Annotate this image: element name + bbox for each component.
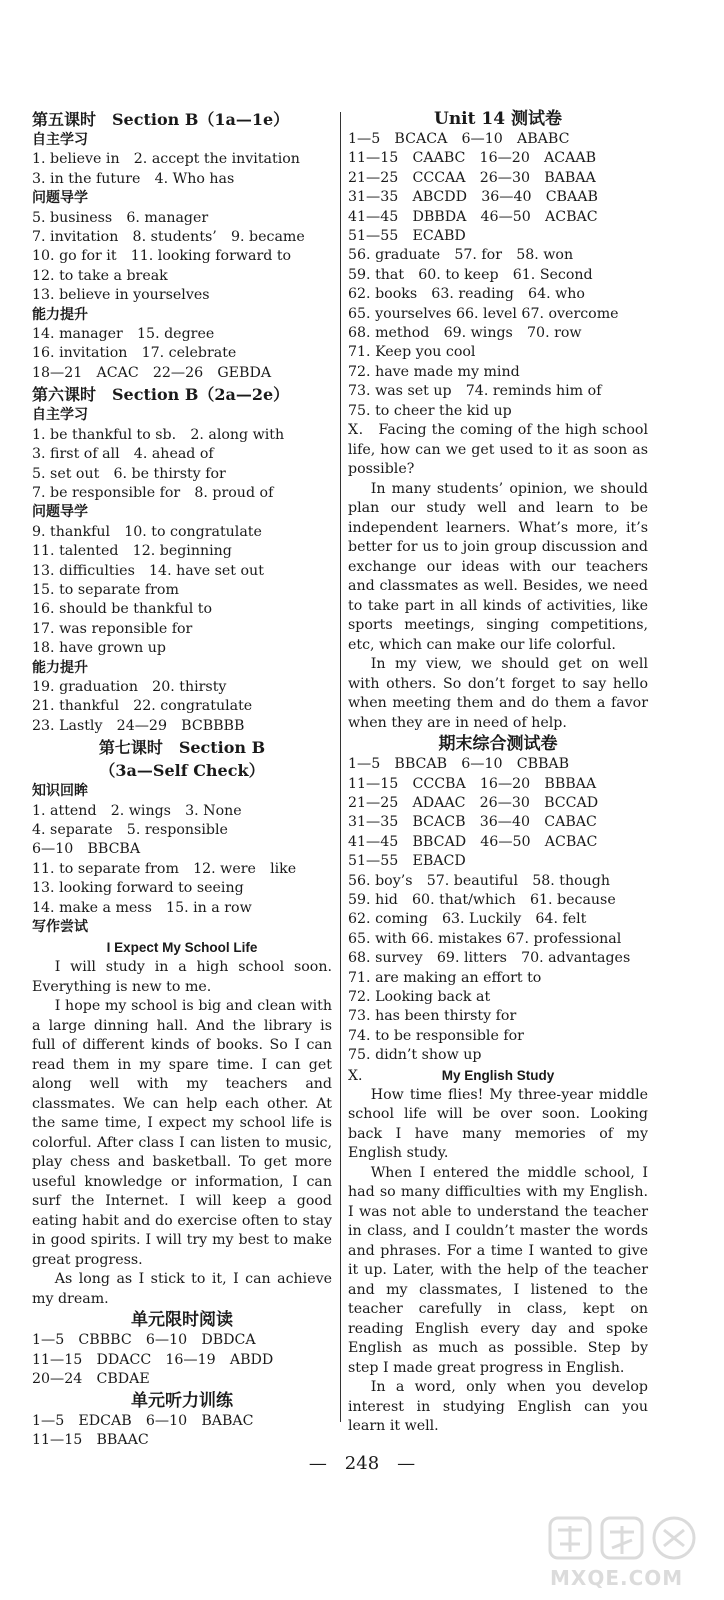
answer-line: 75. didn’t show up [348, 1047, 482, 1064]
left-column [32, 108, 332, 1450]
answer-line: 1—5 BCACA 6—10 ABABC [348, 131, 570, 147]
answer-line: 14. manager 15. degree [32, 326, 215, 343]
lesson-7-subtitle: （3a—Self Check） [99, 761, 265, 781]
answer-line: 12. to take a break [32, 267, 168, 284]
answer-line: 1—5 BBCAB 6—10 CBBAB [348, 756, 570, 773]
answer-line: 59. that 60. to keep 61. Second [348, 266, 593, 283]
answer-line: 21. thankful 22. congratulate [32, 698, 253, 715]
answer-line: 56. graduate 57. for 58. won [348, 247, 574, 264]
section-heading: 知识回眸 [32, 783, 88, 800]
answer-line: 4. separate 5. responsible [32, 822, 228, 838]
section-heading: 能力提升 [32, 306, 88, 323]
answer-line: 1—5 EDCAB 6—10 BABAC [32, 1412, 254, 1429]
listening-title: 单元听力训练 [131, 1390, 233, 1411]
essay-paragraph: As long as I stick to it, I can achieve my dream. [32, 1271, 332, 1307]
answer-line: 41—45 BBCAD 46—50 ACBAC [348, 833, 598, 850]
answer-line: 73. has been thirsty for [348, 1008, 517, 1025]
essay-paragraph: In a word, only when you develop interest in studying English can you learn it well. [348, 1379, 648, 1435]
answer-line: 68. method 69. wings 70. row [348, 325, 582, 342]
answer-line: 16. invitation 17. celebrate [32, 345, 237, 362]
watermark-icon [522, 1512, 718, 1568]
essay-paragraph: How time flies! My three-year middle school life will be over soon. Looking back I have many memories of my English study. [348, 1086, 648, 1162]
answer-line: 62. coming 63. Luckily 64. felt [348, 911, 587, 928]
answer-line: 21—25 ADAAC 26—30 BCCAD [348, 794, 599, 811]
answer-line: 72. have made my mind [348, 363, 520, 380]
answer-line: 71. are making an effort to [348, 969, 542, 986]
answer-line: 1. be thankful to sb. 2. along with [32, 426, 285, 443]
answer-line: 73. was set up 74. reminds him of [348, 383, 602, 400]
right-column [348, 108, 648, 1437]
final-test-title: 期末综合测试卷 [438, 734, 558, 755]
answer-line: 13. believe in yourselves [32, 287, 210, 304]
answer-line: 18. have grown up [32, 640, 167, 657]
answer-line: 65. with 66. mistakes 67. professional [348, 930, 622, 947]
answer-line: 51—55 EBACD [348, 853, 466, 870]
answer-line: 13. looking forward to seeing [32, 880, 244, 897]
lesson-6-title: 第六课时 Section B（2a—2e） [32, 385, 290, 405]
answer-line: 20—24 CBDAE [32, 1371, 150, 1388]
answer-line: 16. should be thankful to [32, 601, 212, 618]
section-number: Ⅹ. [348, 1067, 363, 1084]
answer-line: 10. go for it 11. looking forward to [32, 248, 292, 265]
section-heading: 自主学习 [32, 132, 88, 148]
essay-paragraph: I will study in a high school soon. Everything is new to me. [32, 959, 332, 995]
answer-line: 11—15 BBAAC [32, 1432, 149, 1449]
answer-line: 6—10 BBCBA [32, 841, 141, 858]
answer-line: 68. survey 69. litters 70. advantages [348, 950, 631, 967]
answer-line: 18—21 ACAC 22—26 GEBDA [32, 364, 272, 381]
unit-test-title: Unit 14 测试卷 [434, 109, 562, 129]
answer-line: 3. first of all 4. ahead of [32, 446, 214, 463]
answer-line: 9. thankful 10. to congratulate [32, 523, 262, 540]
section-heading: 自主学习 [32, 407, 88, 424]
answer-line: 19. graduation 20. thirsty [32, 678, 227, 695]
reading-title: 单元限时阅读 [131, 1310, 233, 1331]
answer-line: 11—15 CAABC 16—20 ACAAB [348, 150, 597, 167]
answer-line: 11—15 CCCBA 16—20 BBBAA [348, 775, 597, 792]
answer-line: 11—15 DDACC 16—19 ABDD [32, 1351, 274, 1368]
answer-line: 7. invitation 8. students’ 9. became [32, 229, 305, 246]
answer-line: 23. Lastly 24—29 BCBBBB [32, 717, 245, 734]
essay-paragraph: When I entered the middle school, I had so many difficulties with my English. I was not able to understand the teacher in class, and I couldn’t master the words and phrases. For a time I wanted to give it up. Later, with the help of the teacher and my classmates, I listened to the teacher carefully in class, kept on reading English every day and spoke English as much as possible. Step by step I made great progress in English. [348, 1164, 648, 1376]
answer-line: 13. difficulties 14. have set out [32, 562, 264, 579]
essay-paragraph: In many students’ opinion, we should plan our study well and learn to be independent learners. What’s more, it’s better for us to join group discussion and exchange our ideas with our teachers and classmates as well. Besides, we need to take part in all kinds of activities, like sports meetings, singing competitions, etc, which can make our life colorful. [348, 480, 648, 653]
answer-line: 5. business 6. manager [32, 209, 209, 226]
essay-title: My English Study [441, 1067, 555, 1083]
watermark-text: MXQE.COM [550, 1566, 684, 1590]
answer-line: 51—55 ECABD [348, 228, 466, 245]
answer-line: 31—35 BCACB 36—40 CABAC [348, 814, 597, 831]
section-heading: 问题导学 [32, 190, 88, 207]
section-heading: 能力提升 [32, 659, 88, 676]
column-divider [340, 112, 341, 1422]
answer-line: 74. to be responsible for [348, 1027, 524, 1044]
answer-line: 59. hid 60. that/which 61. because [348, 891, 616, 908]
answer-line: 14. make a mess 15. in a row [32, 899, 252, 916]
page-number: — 248 — [308, 1453, 416, 1474]
answer-line: 17. was reponsible for [32, 620, 193, 637]
answer-line: 5. set out 6. be thirsty for [32, 465, 226, 482]
answer-line: 62. books 63. reading 64. who [348, 286, 585, 303]
answer-line: 3. in the future 4. Who has [32, 170, 235, 187]
answer-line: 65. yourselves 66. level 67. overcome [348, 305, 619, 322]
essay-paragraph: Ⅹ. Facing the coming of the high school life, how can we get used to it as soon as possible? [348, 422, 648, 478]
answer-line: 21—25 CCCAA 26—30 BABAA [348, 169, 596, 186]
essay-paragraph: In my view, we should get on well with others. So don’t forget to say hello when meeting them and do them a favor when they are in need of help. [348, 656, 648, 731]
answer-line: 11. to separate from 12. were like [32, 860, 297, 877]
answer-line: 1. attend 2. wings 3. None [32, 802, 242, 819]
answer-line: 7. be responsible for 8. proud of [32, 484, 274, 501]
answer-line: 31—35 ABCDD 36—40 CBAAB [348, 189, 598, 206]
answer-line: 11. talented 12. beginning [32, 543, 232, 560]
answer-line: 41—45 DBBDA 46—50 ACBAC [348, 208, 598, 225]
answer-line: 56. boy’s 57. beautiful 58. though [348, 872, 610, 889]
answer-line: 15. to separate from [32, 581, 179, 598]
lesson-5-title: 第五课时 Section B（1a—1e） [32, 110, 290, 129]
essay-title: I Expect My School Life [106, 940, 258, 956]
section-heading: 写作尝试 [32, 919, 88, 936]
answer-line: 1—5 CBBBC 6—10 DBDCA [32, 1332, 256, 1349]
essay-paragraph: I hope my school is big and clean with a large dinning hall. And the library is full of different kinds of books. So I can read them in my spare time. I can get along well with my teachers and classmates. We can help each other. At the same time, I expect my school life is colorful. After class I can listen to music, play chess and basketball. To get more useful knowledge or information, I can surf the Internet. I will keep a good eating habit and do exercise often to stay in good spirits. I will try my best to make great progress. [32, 998, 332, 1268]
answer-line: 71. Keep you cool [348, 344, 476, 361]
answer-line: 75. to cheer the kid up [348, 402, 512, 419]
watermark-logo [522, 1512, 718, 1596]
section-heading: 问题导学 [32, 504, 88, 521]
answer-line: 1. believe in 2. accept the invitation [32, 151, 300, 168]
essay-header [348, 1066, 648, 1086]
answer-line: 72. Looking back at [348, 988, 491, 1005]
lesson-7-title: 第七课时 Section B [98, 738, 266, 758]
